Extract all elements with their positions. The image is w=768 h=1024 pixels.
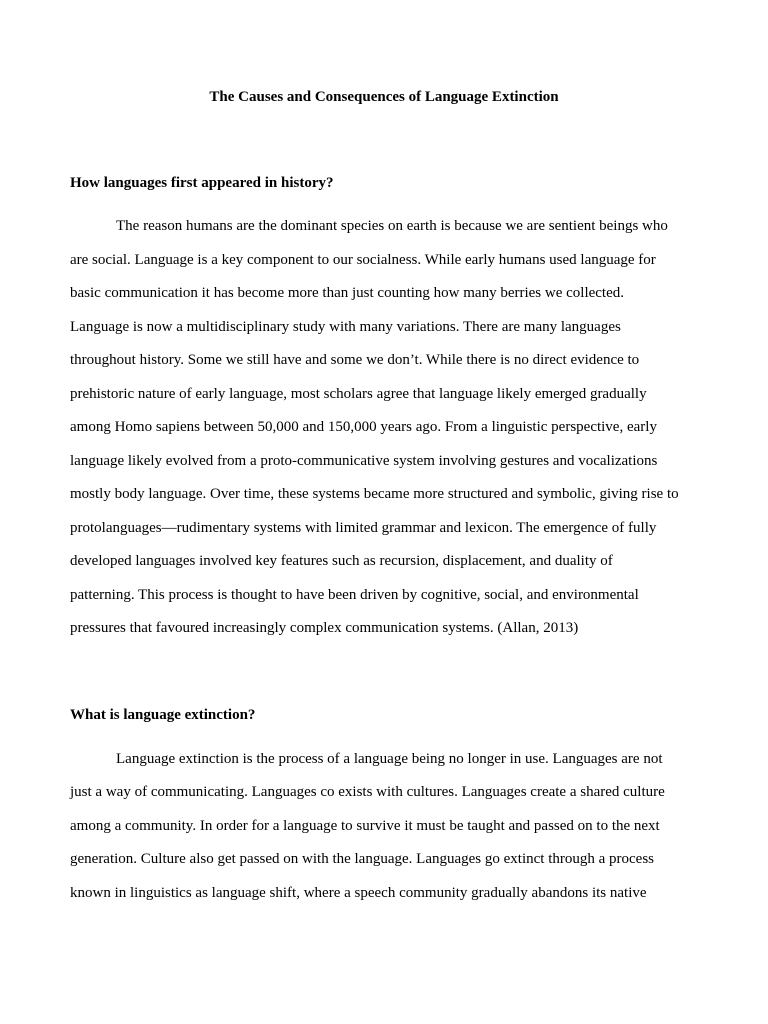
section-heading-origins: How languages first appeared in history?	[70, 175, 334, 191]
section-heading-extinction: What is language extinction?	[70, 707, 256, 723]
paragraph-line: throughout history. Some we still have and some we don’t. While there is no direct evidence to	[70, 352, 640, 368]
paragraph-line: among a community. In order for a language to survive it must be taught and passed on to the next	[70, 818, 660, 834]
paragraph-line: protolanguages—rudimentary systems with limited grammar and lexicon. The emergence of fully	[70, 520, 657, 536]
paragraph-line: language likely evolved from a proto-communicative system involving gestures and vocalizations	[70, 453, 658, 469]
paragraph-line: just a way of communicating. Languages co exists with cultures. Languages create a shared culture	[70, 784, 665, 800]
paragraph-line: Language extinction is the process of a language being no longer in use. Languages are not	[116, 751, 663, 767]
paragraph-line: basic communication it has become more than just counting how many berries we collected.	[70, 285, 625, 301]
paragraph-line: generation. Culture also get passed on with the language. Languages go extinct through a process	[70, 851, 655, 867]
paragraph-line: pressures that favoured increasingly complex communication systems. (Allan, 2013)	[70, 620, 579, 636]
paragraph-line: The reason humans are the dominant species on earth is because we are sentient beings who	[116, 218, 668, 234]
paragraph-line: mostly body language. Over time, these systems became more structured and symbolic, giving rise to	[70, 486, 679, 502]
paragraph-line: among Homo sapiens between 50,000 and 150,000 years ago. From a linguistic perspective, early	[70, 419, 657, 435]
paragraph-line: known in linguistics as language shift, where a speech community gradually abandons its native	[70, 885, 647, 901]
paragraph-line: developed languages involved key features such as recursion, displacement, and duality of	[70, 553, 613, 569]
paragraph-line: are social. Language is a key component to our socialness. While early humans used language for	[70, 252, 656, 268]
paragraph-line: patterning. This process is thought to have been driven by cognitive, social, and environmental	[70, 587, 639, 603]
document-title: The Causes and Consequences of Language Extinction	[209, 89, 559, 105]
paragraph-line: Language is now a multidisciplinary study with many variations. There are many languages	[70, 319, 621, 335]
paragraph-line: prehistoric nature of early language, most scholars agree that language likely emerged gradually	[70, 386, 647, 402]
